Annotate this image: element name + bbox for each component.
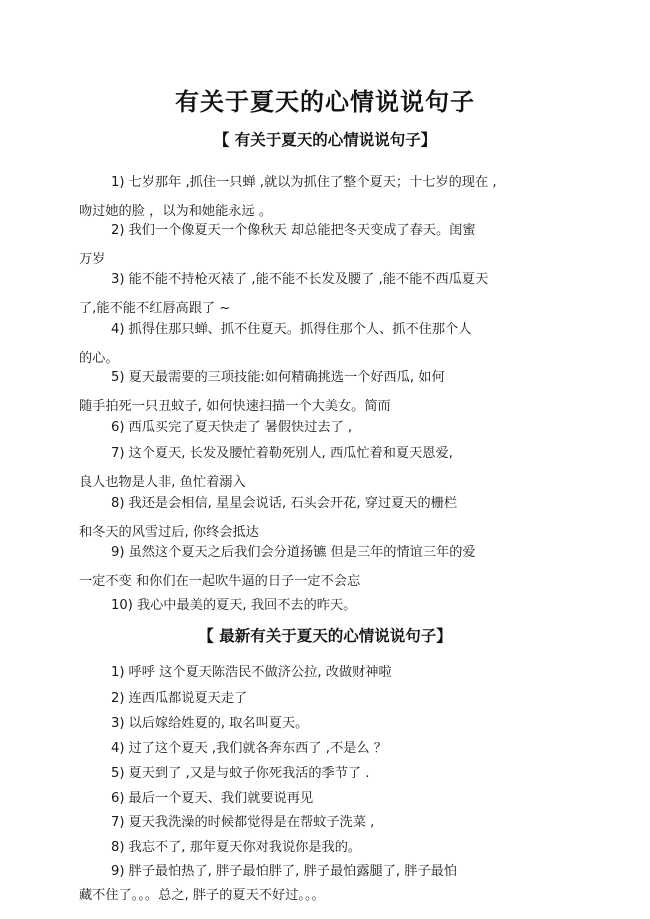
item-number: 2)	[111, 223, 125, 238]
item-text: 连西瓜都说夏天走了	[128, 691, 248, 706]
item-text: 七岁那年 ,抓住一只蝉 ,就以为抓住了整个夏天；十七岁的现在 ,	[128, 175, 497, 190]
list-item	[79, 862, 569, 906]
item-text: 虽然这个夏天之后我们会分道扬镳 但是三年的情谊三年的爱	[128, 545, 476, 560]
list-item	[79, 813, 569, 833]
item-number: 5)	[111, 766, 125, 781]
item-text: 夏天最需要的三项技能:如何精确挑选一个好西瓜, 如何	[128, 370, 445, 385]
list-item	[79, 739, 569, 759]
item-text-continued: 和冬天的风雪过后, 你终会抵达	[79, 525, 259, 540]
item-number: 8)	[111, 840, 125, 855]
item-number: 8)	[111, 496, 125, 511]
item-number: 3)	[111, 272, 125, 287]
item-text: 我还是会相信, 星星会说话, 石头会开花, 穿过夏天的栅栏	[128, 496, 458, 511]
item-text-continued: 一定不变 和你们在一起吹牛逼的日子一定不会忘	[79, 574, 361, 589]
item-number: 9)	[111, 864, 125, 879]
list-item	[79, 789, 569, 809]
item-number: 4)	[111, 322, 125, 337]
list-item	[79, 689, 569, 709]
item-text: 抓得住那只蝉、抓不住夏天。抓得住那个人、抓不住那个人	[128, 322, 472, 337]
item-number: 3)	[111, 716, 125, 731]
item-text: 我心中最美的夏天, 我回不去的昨天。	[136, 598, 357, 613]
item-text: 西瓜买完了夏天快走了 暑假快过去了 ,	[128, 420, 353, 435]
list-item	[79, 418, 569, 438]
list-item	[79, 494, 569, 543]
item-number: 7)	[111, 815, 125, 830]
list-item	[79, 596, 569, 616]
page-title: 有关于夏天的心情说说句子	[175, 88, 475, 116]
item-number: 5)	[111, 370, 125, 385]
item-text: 能不能不持枪灭裱了 ,能不能不长发及腰了 ,能不能不西瓜夏天	[128, 272, 489, 287]
item-text: 夏天到了 ,又是与蚊子你死我活的季节了 .	[128, 766, 370, 781]
item-number: 10)	[111, 598, 133, 613]
list-item	[79, 663, 569, 683]
section-heading-1: 【 有关于夏天的心情说说句子】	[213, 131, 437, 149]
list-item	[79, 714, 569, 734]
item-number: 6)	[111, 420, 125, 435]
item-text-continued: 万岁	[79, 252, 106, 267]
item-number: 9)	[111, 545, 125, 560]
item-text-continued: 随手拍死一只丑蚊子, 如何快速扫描一个大美女。简而	[79, 399, 391, 414]
list-item	[79, 320, 569, 369]
item-text-continued: 吻过她的脸 ，以为和她能永远 。	[79, 204, 273, 219]
item-text: 这个夏天, 长发及腰忙着勒死别人, 西瓜忙着和夏天恩爱,	[128, 446, 453, 461]
item-number: 6)	[111, 791, 125, 806]
item-text: 我忘不了, 那年夏天你对我说你是我的。	[128, 840, 362, 855]
item-text-continued: 藏不住了。。。总之, 胖子的夏天不好过。。。	[79, 888, 325, 903]
list-item	[79, 173, 569, 222]
item-text: 最后一个夏天、我们就要说再见	[128, 791, 314, 806]
list-item	[79, 270, 569, 319]
item-text: 呼呼 这个夏天陈浩民不做济公拉, 改做财神啦	[128, 665, 392, 680]
item-text-continued: 良人也物是人非, 鱼忙着溺入	[79, 475, 246, 490]
list-item	[79, 543, 569, 592]
item-text: 胖子最怕热了, 胖子最怕胖了, 胖子最怕露腿了, 胖子最怕	[128, 864, 458, 879]
list-item	[79, 221, 569, 270]
list-item	[79, 838, 569, 858]
item-text-continued: 的心。	[79, 351, 119, 366]
item-text: 以后嫁给姓夏的, 取名叫夏天。	[128, 716, 309, 731]
item-text-continued: 了,能不能不红唇高跟了 ~	[79, 301, 231, 316]
item-text: 夏天我洗澡的时候都觉得是在帮蚊子洗菜 ,	[128, 815, 375, 830]
item-number: 1)	[111, 175, 125, 190]
list-item	[79, 444, 569, 493]
item-number: 4)	[111, 741, 125, 756]
item-number: 1)	[111, 665, 125, 680]
item-number: 7)	[111, 446, 125, 461]
list-item	[79, 764, 569, 784]
list-item	[79, 368, 569, 417]
section-heading-2: 【 最新有关于夏天的心情说说句子】	[198, 627, 452, 645]
item-text: 我们一个像夏天一个像秋天 却总能把冬天变成了春天。闺蜜	[128, 223, 476, 238]
item-text: 过了这个夏天 ,我们就各奔东西了 ,不是么 ？	[128, 741, 387, 756]
item-number: 2)	[111, 691, 125, 706]
